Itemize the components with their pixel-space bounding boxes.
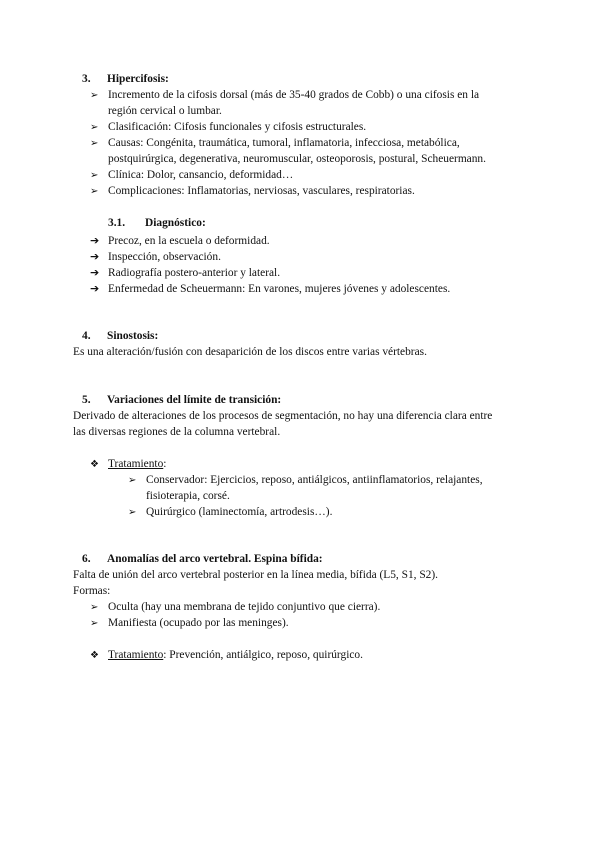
- section-6-heading: [82, 552, 323, 567]
- list-item: ➔ Inspección, observación.: [90, 250, 221, 263]
- list-item: ➢ Clasificación: Cifosis funcionales y cifosis estructurales.: [90, 121, 367, 133]
- section-4-heading: [82, 329, 158, 344]
- list-item: ➢ Quirúrgico (laminectomía, artrodesis…).: [128, 506, 333, 518]
- list-item: ➔ Precoz, en la escuela o deformidad.: [90, 234, 270, 247]
- arrow-bullet-icon: ➔: [90, 250, 100, 263]
- section-6-title: Anomalías del arco vertebral. Espina bífida:: [107, 553, 323, 565]
- arrowhead-bullet-icon: ➢: [90, 602, 99, 613]
- section-4-number: 4.: [82, 330, 91, 342]
- arrow-bullet-icon: ➔: [90, 234, 100, 247]
- list-item: ➢ Causas: Congénita, traumática, tumoral, inflamatoria, infecciosa, metabólica,: [90, 137, 460, 149]
- list-item-continuation: región cervical o lumbar.: [108, 105, 222, 117]
- subsection-3-1-title: Diagnóstico:: [145, 217, 206, 229]
- arrow-bullet-icon: ➔: [90, 266, 100, 279]
- section-3-number: 3.: [82, 73, 91, 85]
- diamond-bullet-icon: ❖: [90, 650, 99, 661]
- arrowhead-bullet-icon: ➢: [128, 475, 137, 486]
- list-item-continuation: fisioterapia, corsé.: [146, 490, 230, 502]
- arrow-bullet-icon: ➔: [90, 282, 100, 295]
- diamond-bullet-icon: ❖: [90, 459, 99, 470]
- section-5-paragraph-line-1: Derivado de alteraciones de los procesos de segmentación, no hay una diferencia clara entre: [73, 410, 493, 422]
- section-6-paragraph: Falta de unión del arco vertebral posterior en la línea media, bífida (L5, S1, S2).: [73, 569, 439, 581]
- list-item: ➢ Conservador: Ejercicios, reposo, antiálgicos, antiinflamatorios, relajantes,: [128, 474, 483, 486]
- arrowhead-bullet-icon: ➢: [90, 618, 99, 629]
- arrowhead-bullet-icon: ➢: [90, 186, 99, 197]
- subsection-3-1-heading: [108, 216, 206, 231]
- section-5-treatment: ❖ Tratamiento:: [90, 458, 167, 470]
- section-6-forms-label: Formas:: [73, 585, 111, 597]
- arrowhead-bullet-icon: ➢: [90, 90, 99, 101]
- treatment-label: Tratamiento: [108, 649, 164, 661]
- section-5-paragraph-line-2: las diversas regiones de la columna vertebral.: [73, 426, 281, 438]
- section-4-title: Sinostosis:: [107, 330, 159, 342]
- arrowhead-bullet-icon: ➢: [128, 507, 137, 518]
- subsection-3-1-number: 3.1.: [108, 217, 126, 229]
- list-item: ➔ Radiografía postero-anterior y lateral.: [90, 266, 281, 279]
- section-5-heading: [82, 393, 281, 408]
- section-6-treatment: ❖ Tratamiento: Prevención, antiálgico, reposo, quirúrgico.: [90, 649, 363, 661]
- section-4-paragraph: Es una alteración/fusión con desaparición de los discos entre varias vértebras.: [73, 346, 427, 358]
- list-item: ➔ Enfermedad de Scheuermann: En varones, mujeres jóvenes y adolescentes.: [90, 282, 451, 295]
- arrowhead-bullet-icon: ➢: [90, 138, 99, 149]
- section-6-number: 6.: [82, 553, 91, 565]
- treatment-label: Tratamiento: [108, 458, 164, 470]
- section-5-title: Variaciones del límite de transición:: [107, 394, 282, 406]
- section-5-number: 5.: [82, 394, 91, 406]
- list-item: ➢ Oculta (hay una membrana de tejido conjuntivo que cierra).: [90, 601, 381, 613]
- list-item: ➢ Complicaciones: Inflamatorias, nerviosas, vasculares, respiratorias.: [90, 185, 415, 197]
- list-item: ➢ Incremento de la cifosis dorsal (más de 35-40 grados de Cobb) o una cifosis en la: [90, 89, 480, 101]
- section-3-title: Hipercifosis:: [107, 73, 169, 85]
- list-item-continuation: postquirúrgica, degenerativa, neuromuscular, osteoporosis, postural, Scheuermann.: [108, 153, 486, 165]
- list-item: ➢ Manifiesta (ocupado por las meninges).: [90, 617, 289, 629]
- arrowhead-bullet-icon: ➢: [90, 170, 99, 181]
- list-item: ➢ Clínica: Dolor, cansancio, deformidad…: [90, 169, 294, 181]
- arrowhead-bullet-icon: ➢: [90, 122, 99, 133]
- section-3-heading: [82, 72, 169, 87]
